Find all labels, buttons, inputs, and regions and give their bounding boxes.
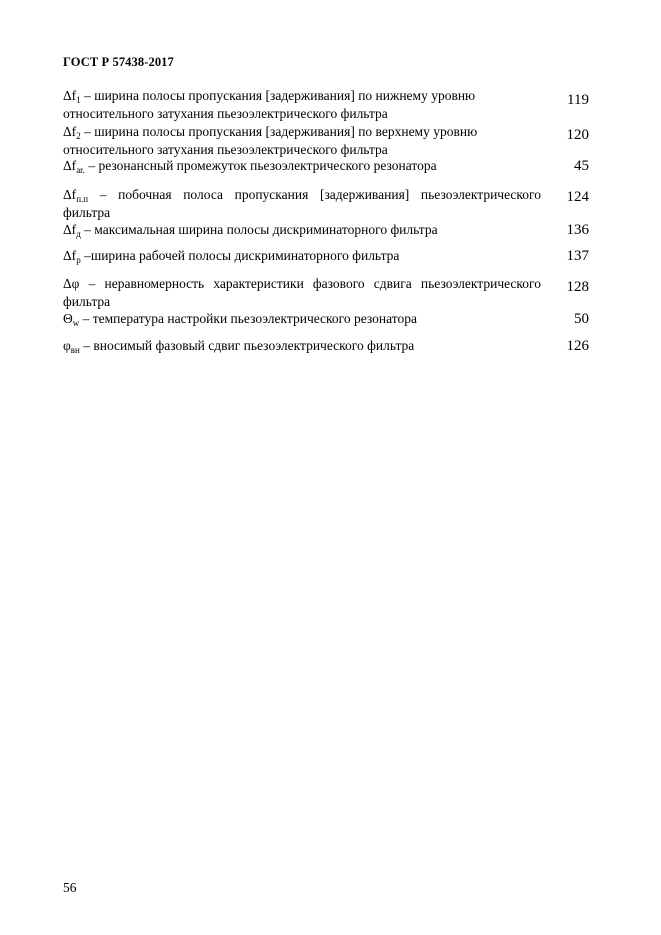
entry-page: 124 (566, 189, 589, 205)
entry-text: – ширина полосы пропускания [задерживания] по верхнему уровню относительного затухания пьезоэлектрического фильтра (63, 124, 478, 157)
entry-symbol: $\Delta f_2$ (63, 124, 81, 141)
index-entry (63, 247, 541, 265)
index-entry (63, 186, 541, 222)
entry-text: – температура настройки пьезоэлектрического резонатора (79, 311, 417, 326)
page-number: 56 (63, 880, 77, 895)
entry-page: 137 (566, 248, 589, 264)
index-entry (63, 87, 541, 123)
index-entry (63, 310, 541, 328)
document-header: ГОСТ Р 57438-2017 (63, 55, 174, 69)
entry-page: 50 (574, 311, 589, 327)
entry-symbol: $\Delta f_р$ (63, 248, 81, 265)
entry-text: – вносимый фазовый сдвиг пьезоэлектрического фильтра (79, 338, 415, 353)
index-entry (63, 157, 541, 175)
index-entry (63, 275, 541, 311)
entry-page: 126 (566, 338, 589, 354)
entry-text: –ширина рабочей полосы дискриминаторного фильтра (80, 248, 400, 263)
entry-text: – ширина полосы пропускания [задерживания] по нижнему уровню относительного затухания пьезоэлектрического фильтра (63, 88, 476, 121)
index-entry (63, 221, 541, 239)
entry-symbol: $\Delta f_{п.п}$ (63, 187, 89, 204)
entry-text: – побочная полоса пропускания [задерживания] пьезоэлектрического фильтра (63, 187, 541, 220)
index-entry (63, 123, 541, 159)
entry-page: 119 (567, 92, 589, 108)
entry-page: 136 (566, 222, 589, 238)
entry-page: 128 (566, 279, 589, 295)
entry-text: – резонансный промежуток пьезоэлектрического резонатора (84, 158, 437, 173)
entry-symbol: $\Theta_w$ (63, 311, 80, 328)
entry-page: 120 (566, 127, 589, 143)
entry-symbol: Δφ (63, 276, 80, 291)
entry-text: – максимальная ширина полосы дискриминаторного фильтра (80, 222, 438, 237)
index-entry (63, 337, 541, 355)
entry-symbol: $\Delta f_{ar.}$ (63, 158, 85, 175)
entry-symbol: $\varphi_{вн}$ (63, 338, 80, 355)
entry-symbol: $\Delta f_1$ (63, 88, 81, 105)
entry-symbol: $\Delta f_д$ (63, 222, 81, 239)
entry-text: – неравномерность характеристики фазового сдвига пьезоэлектрического фильтра (63, 276, 541, 309)
entry-page: 45 (574, 158, 589, 174)
